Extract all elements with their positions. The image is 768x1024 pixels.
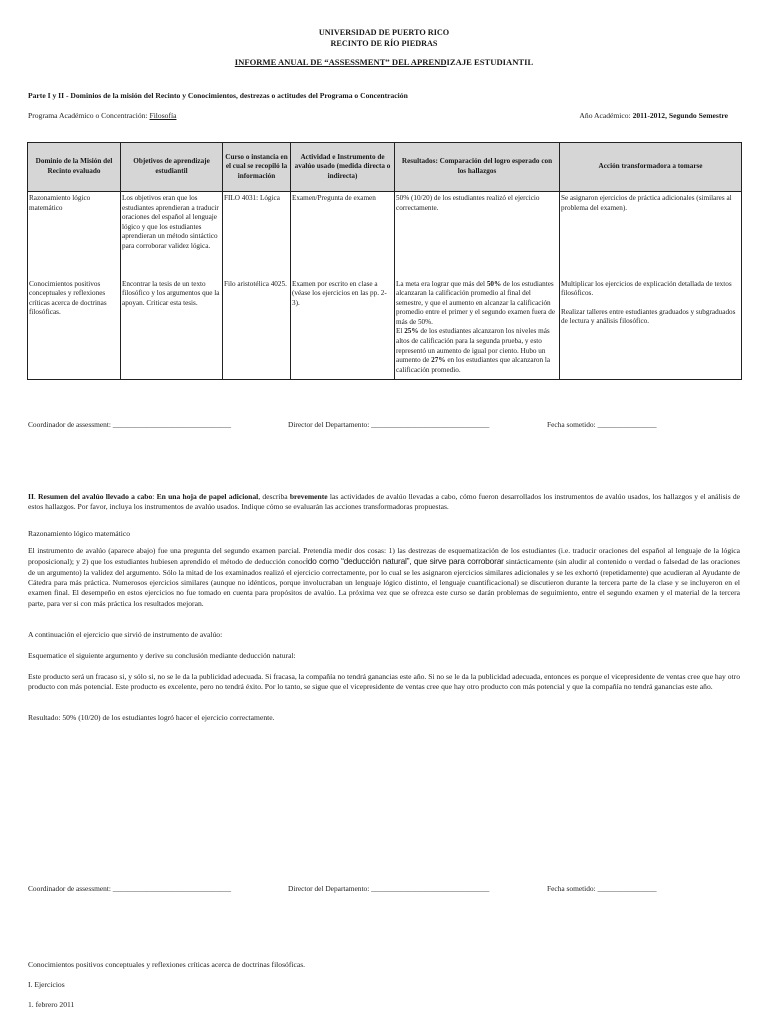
instrumento-text: sintácticamente (sin aludir al contenido o verdad o falsedad de las oraciones de un argumento) la validez del argumento. Sólo la mitad de los examinados realizó el ejercicio correctamente, por lo cual se les asignaron ejercicios similares adicionales y se les exhortó (repetidamente) que acudieran al Ayudante de Cátedra para más práctica. Numerosos ejercicios similares (aunque no idénticos, porque involucraban un lenguaje lógico distinto, el lenguaje cuantificacional) se discutieron durante la tercera parte de la clase y se incluyeron en el examen final. El desempeño en estos ejercicios no fue tomado en cuenta para propósitos de avalúo. La próxima vez que se ofrezca este curso se darán problemas de seguimiento, entre el segundo examen y el material de la tercera parte, para ver si con más práctica los resultados mejoran. [28, 557, 740, 608]
anio-line [579, 111, 728, 121]
director-signature: Director del Departamento: ________________________________ [288, 884, 490, 893]
resumen-lead: II [28, 492, 34, 501]
parte-heading: Parte I y II - Dominios de la misión del Recinto y Conocimientos, destrezas o actitudes del Programa o Concentración [28, 91, 408, 100]
cell-actividad: Examen por escrito en clase a (véase los ejercicios en las pp. 2-3). [291, 278, 395, 380]
programa-label: Programa Académico o Concentración: [28, 111, 150, 120]
anio-value: 2011-2012, Segundo Semestre [632, 111, 728, 120]
resumen-text: , describa [258, 492, 290, 501]
university-name: UNIVERSIDAD DE PUERTO RICO [318, 28, 450, 37]
coordinador-signature: Coordinador de assessment: ________________________________ [28, 884, 232, 893]
coordinador-signature: Coordinador de assessment: ________________________________ [28, 420, 232, 429]
res-text: La meta era lograr que más del [396, 279, 487, 288]
ejercicios-heading: I. Ejercicios [28, 980, 65, 989]
cell-objetivos: Encontrar la tesis de un texto filosófico y los argumentos que la apoyan. Criticar esta tesis. [121, 278, 223, 380]
accion-item: Multiplicar los ejercicios de explicación detallada de textos filosóficos. [561, 279, 732, 298]
continuacion-line: A continuación el ejercicio que sirvió de instrumento de avalúo: [28, 630, 223, 639]
cell-dominio: Conocimientos positivos conceptuales y reflexiones críticas acerca de doctrinas filosóficas. [28, 278, 121, 380]
esquematice-line: Esquematice el siguiente argumento y derive su conclusión mediante deducción natural: [28, 651, 296, 660]
programa-value: Filosofía [149, 111, 177, 120]
resumen-text: las actividades de avalúo llevadas a cabo, cómo fueron desarrollados los instrumentos de avalúo usados, los hallazgos y el análisis de estos hallazgos. Por favor, incluya los instrumentos de avalúo usados. Indique cómo se evaluarán las acciones transformadoras propuestas. [28, 492, 740, 512]
fecha-sometido: Fecha sometido: ________________ [547, 884, 657, 893]
campus-name: RECINTO DE RÍO PIEDRAS [330, 39, 438, 48]
fecha-sometido: Fecha sometido: ________________ [547, 420, 657, 429]
header-dominio: Dominio de la Misión del Recinto evaluado [28, 143, 121, 192]
instrumento-paragraph [28, 546, 740, 609]
resumen-text: . [33, 492, 39, 501]
res-text: en los estudiantes que alcanzaron la calificación promedio. [396, 356, 551, 374]
header-block [0, 27, 768, 49]
resumen-lead: Resumen del avalúo llevado a cabo [38, 492, 153, 501]
producto-paragraph: Este producto será un fracaso si, y sólo si, no se le da la publicidad adecuada. Si fracasa, la compañía no tendrá ganancias este año. Si no se le da la publicidad adecuada, entonces es porque el vicepresidente de ventas cree que hay otro producto con más potencial. Este producto es excelente, pero no tendrá éxito. Por lo tanto, se sigue que el vicepresidente de ventas cree que hay otro producto con más potencial y que la compañía no tendrá ganancias este año. [28, 672, 740, 692]
res-text: El [396, 327, 405, 336]
cell-resultados [395, 278, 560, 380]
anio-label: Año Académico: [579, 111, 633, 120]
table-row [28, 278, 742, 380]
assessment-table [27, 142, 742, 380]
cell-dominio: Razonamiento lógico matemático [28, 192, 121, 278]
instrumento-text-large: ido como “deducción natural”, que sirve para corroborar [306, 556, 504, 567]
res-bold: 50% [486, 279, 502, 288]
cell-accion [560, 278, 742, 380]
resultado-line: Resultado: 50% (10/20) de los estudiantes logró hacer el ejercicio correctamente. [28, 713, 275, 722]
table-row [28, 192, 742, 278]
report-title-part1: INFORME ANUAL DE “ASSESSMENT” DEL APREND [234, 57, 447, 67]
resumen-paragraph [28, 492, 740, 513]
razonamiento-heading: Razonamiento lógico matemático [28, 529, 131, 538]
resumen-text: : [152, 492, 157, 501]
cell-objetivos: Los objetivos eran que los estudiantes aprendieran a traducir oraciones del español al lenguaje lógico y que los estudiantes aprendieran un método sintáctico para corroborar validez lógica. [121, 192, 223, 278]
accion-item: Realizar talleres entre estudiantes graduados y subgraduados de lectura y análisis filosófico. [561, 307, 736, 326]
res-text: de los estudiantes alcanzaran la calificación promedio al final del semestre, y que el aumento en alcanzar la calificación promedio entre el primer y el segundo examen fuera de más de 50%. [396, 279, 556, 326]
director-signature: Director del Departamento: ________________________________ [288, 420, 490, 429]
report-title [0, 57, 768, 68]
report-title-part2: IZAJE ESTUDIANTIL [446, 57, 534, 67]
resumen-lead: brevemente [289, 492, 328, 501]
cell-curso: Filo aristotélica 4025. [223, 278, 291, 380]
cell-curso: FILO 4031: Lógica [223, 192, 291, 278]
resumen-lead: En una hoja de papel adicional [156, 492, 259, 501]
conocimientos-heading: Conocimientos positivos conceptuales y reflexiones críticas acerca de doctrinas filosóficas. [28, 960, 306, 969]
res-text: de los estudiantes alcanzaron los niveles más altos de calificación para la segunda prueba, y esto representó un aumento de igual por ciento. Hubo un aumento de [396, 327, 550, 365]
header-objetivos: Objetivos de aprendizaje estudiantil [121, 143, 223, 192]
cell-accion: Se asignaron ejercicios de práctica adicionales (similares al problema del examen). [560, 192, 742, 278]
header-actividad: Actividad e Instrumento de avalúo usado (medida directa o indirecta) [291, 143, 395, 192]
cell-actividad: Examen/Pregunta de examen [291, 192, 395, 278]
programa-line [28, 111, 176, 121]
ejercicio-date: 1. febrero 2011 [28, 1000, 75, 1009]
header-resultados: Resultados: Comparación del logro esperado con los hallazgos [395, 143, 560, 192]
header-accion: Acción transformadora a tomarse [560, 143, 742, 192]
res-bold: 27% [431, 356, 446, 365]
table-header-row [28, 143, 742, 192]
res-bold: 25% [404, 327, 419, 336]
instrumento-text: El instrumento de avalúo (aparece abajo) fue una pregunta del segundo examen parcial. Pretendía medir dos cosas: 1) las destrezas de esquematización de los estudiantes (i.e. traducir oraciones del español al lenguaje de la lógica proposicional); y 2) que los estudiantes hubiesen aprendido el método de deducción conoc [28, 546, 740, 567]
header-curso: Curso o instancia en el cual se recopiló la información [223, 143, 291, 192]
cell-resultados: 50% (10/20) de los estudiantes realizó el ejercicio correctamente. [395, 192, 560, 278]
